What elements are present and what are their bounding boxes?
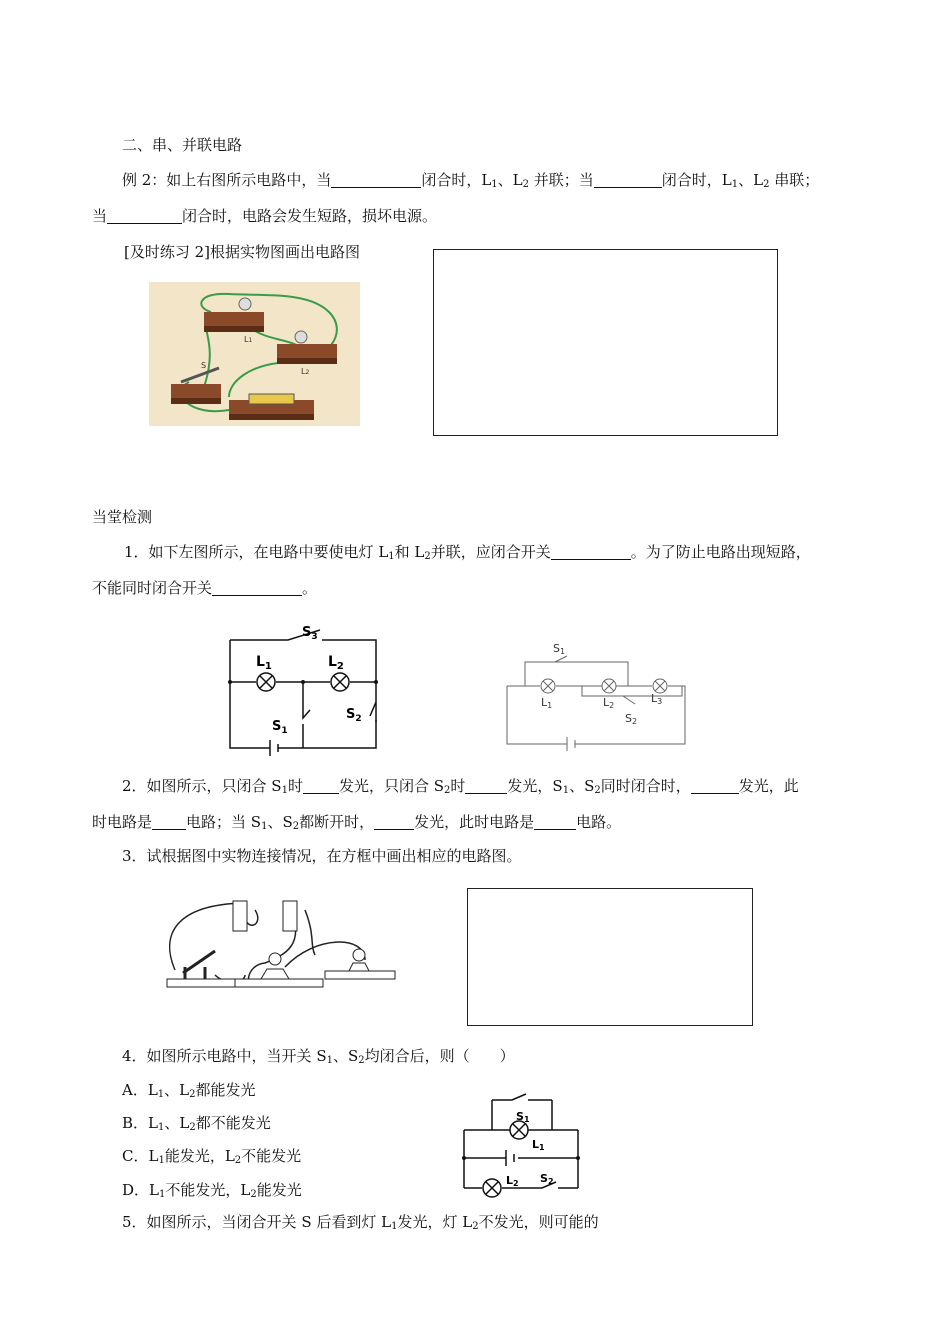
option-c[interactable]: C．$L_1$能发光，$L_2$不能发光 <box>122 1147 302 1166</box>
question-1-line2: 不能同时闭合开关 。 <box>92 579 318 597</box>
example-2-line2: 当 闭合时，电路会发生短路，损坏电源。 <box>92 207 438 225</box>
option-d[interactable]: D．$L_1$不能发光，$L_2$能发光 <box>122 1181 302 1200</box>
blank[interactable] <box>374 813 414 830</box>
blank[interactable] <box>212 579 302 596</box>
question-2-line1: 2．如图所示，只闭合 $S_1$时 发光，只闭合 $S_2$时 发光，$S_1$、$S_2$同时闭合时， 发光，此 <box>122 777 799 796</box>
blank[interactable] <box>152 813 186 830</box>
label-L2: $L_2$ <box>328 654 344 672</box>
label-S1: $S_1$ <box>272 719 288 736</box>
question-3: 3．试根据图中实物连接情况，在方框中画出相应的电路图。 <box>122 847 522 865</box>
blank[interactable] <box>107 207 182 224</box>
practice-2: [及时练习 2]根据实物图画出电路图 <box>124 243 361 261</box>
answer-box-q3[interactable] <box>467 888 753 1026</box>
label-S2: $S_2$ <box>346 707 362 724</box>
label-L1-right: L1 <box>541 696 553 710</box>
photo-label-L1: L1 <box>244 335 253 344</box>
photo-label-L2: L2 <box>301 367 310 376</box>
blank[interactable] <box>551 543 631 560</box>
option-b[interactable]: B．$L_1$、$L_2$都不能发光 <box>122 1114 271 1133</box>
question-5: 5．如图所示，当闭合开关 S 后看到灯 $L_1$发光，灯 $L_2$不发光，则可能的 <box>122 1213 599 1232</box>
circuit-diagram-q1 <box>228 620 380 752</box>
label-S2-right: S2 <box>625 712 638 726</box>
check-title: 当堂检测 <box>92 508 153 526</box>
question-4: 4．如图所示电路中，当开关 $S_1$、$S_2$均闭合后，则（ ） <box>122 1047 515 1066</box>
blank[interactable] <box>691 777 739 794</box>
example-2-line1: 例 2：如上右图所示电路中，当 闭合时，$L_1$、$L_2$ 并联；当 闭合时，$L_1$、$L_2$ 串联； <box>122 171 820 190</box>
label-L2-right: L2 <box>603 696 615 710</box>
label-S1-q4: S1 <box>516 1110 530 1124</box>
photo-label-S: S <box>201 361 207 370</box>
practice2-photo <box>149 282 360 426</box>
question-2-line2: 时电路是 电路；当 $S_1$、$S_2$都断开时， 发光，此时电路是 电路。 <box>92 813 622 832</box>
label-L3-right: L3 <box>651 692 663 706</box>
answer-box-practice2[interactable] <box>433 249 778 436</box>
label-S1-right: S1 <box>553 642 566 656</box>
blank[interactable] <box>331 171 421 188</box>
label-L1-q4: L1 <box>532 1138 545 1152</box>
question-1-line1: 1．如下左图所示，在电路中要使电灯 $L_1$和 $L_2$并联，应闭合开关 。为了防止电路出现短路， <box>124 543 811 562</box>
blank[interactable] <box>303 777 339 794</box>
section-title: 二、串、并联电路 <box>122 136 243 154</box>
circuit-diagram-q2 <box>505 640 690 750</box>
label-L2-q4: L2 <box>506 1174 519 1188</box>
blank[interactable] <box>594 171 662 188</box>
blank[interactable] <box>465 777 507 794</box>
label-L1: $L_1$ <box>256 654 272 672</box>
option-a[interactable]: A．$L_1$、$L_2$都能发光 <box>122 1081 256 1100</box>
label-S2-q4: S2 <box>540 1172 554 1186</box>
circuit-diagram-q4 <box>462 1092 580 1200</box>
q3-physical-circuit <box>165 895 397 995</box>
blank[interactable] <box>534 813 576 830</box>
label-S3: $S_3$ <box>302 625 318 642</box>
